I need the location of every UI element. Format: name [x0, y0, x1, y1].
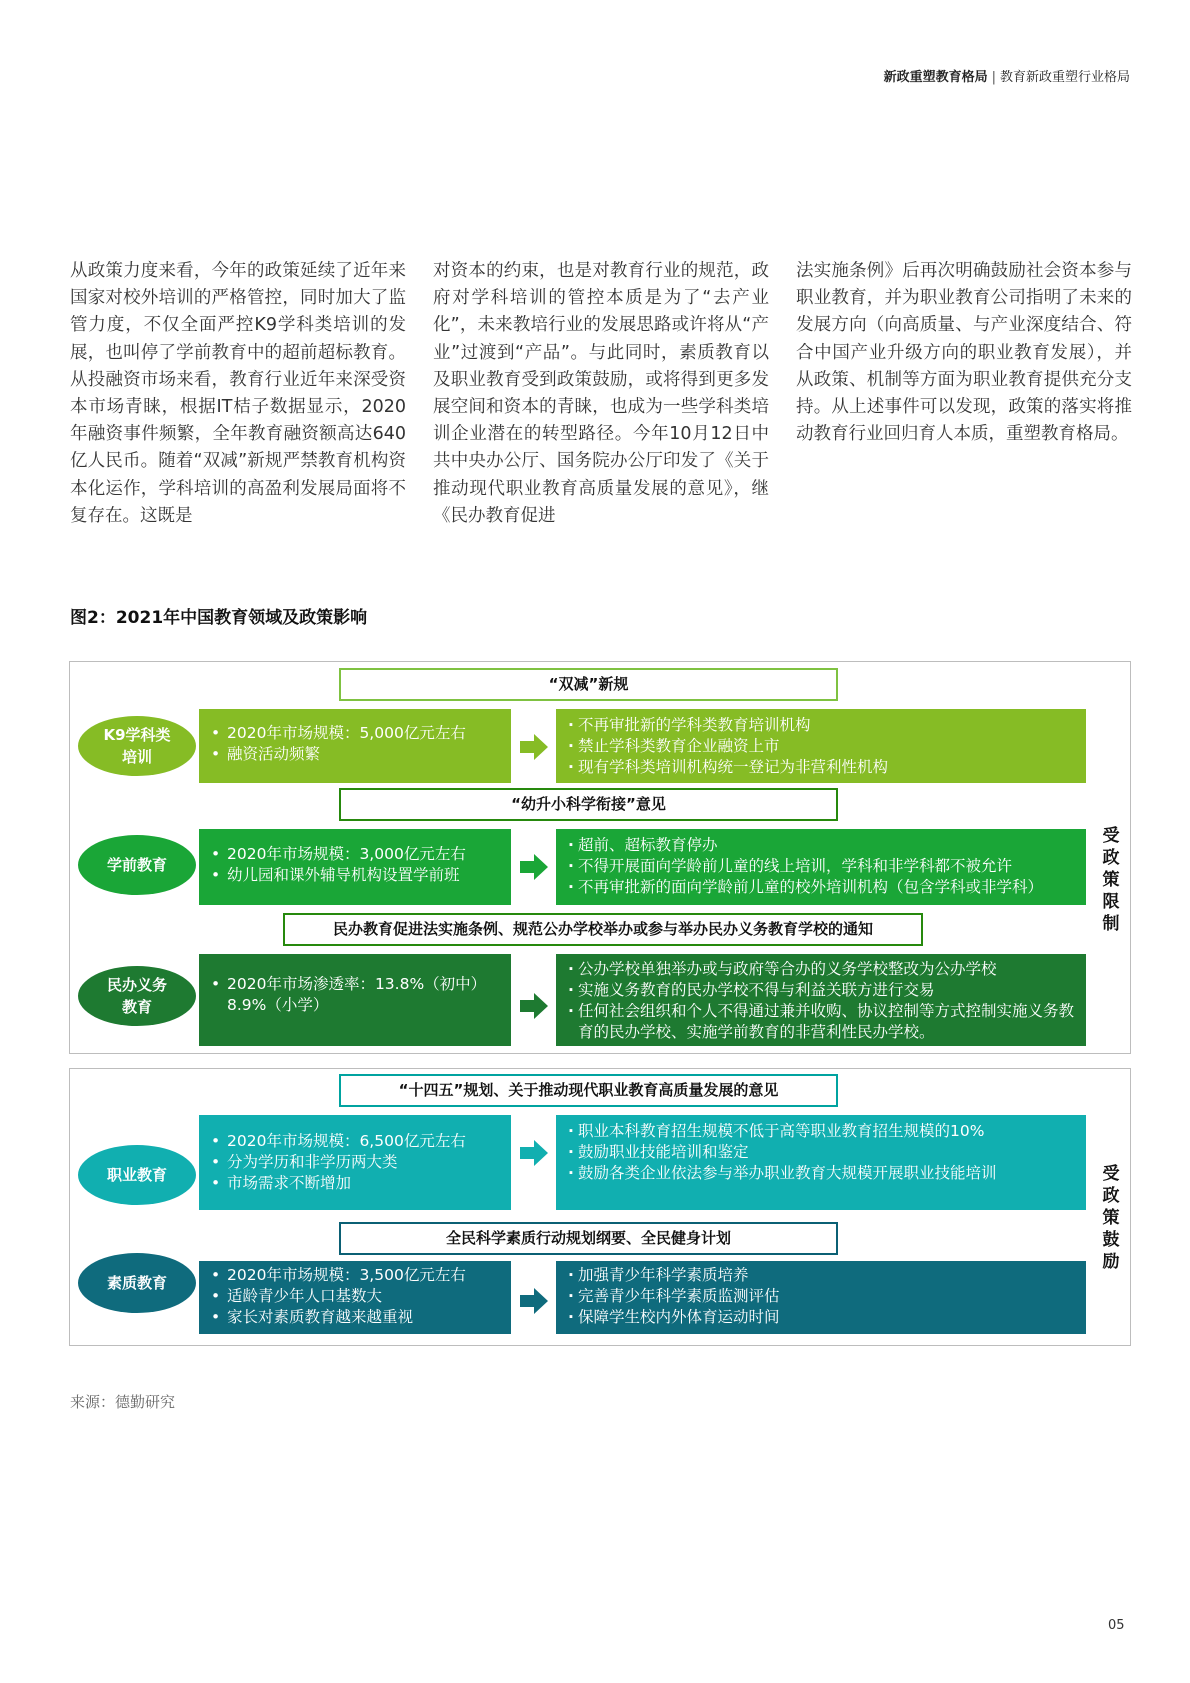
sector-oval-vocational — [78, 1145, 196, 1205]
market-item: • 适龄青少年人口基数大 — [211, 1286, 499, 1307]
arrow-right-icon — [520, 734, 548, 760]
header-section: 新政重塑教育格局 — [883, 70, 988, 85]
arrow-right-icon — [520, 854, 548, 880]
running-header — [884, 66, 1130, 85]
impact-item: · 禁止学科类教育企业融资上市 — [568, 736, 1074, 757]
policy-impact-box — [556, 829, 1086, 905]
market-box — [199, 1261, 511, 1334]
market-item: • 2020年市场规模：3,000亿元左右 — [211, 844, 499, 865]
market-item: • 家长对素质教育越来越重视 — [211, 1307, 499, 1328]
impact-item: · 公办学校单独举办或与政府等合办的义务学校整改为公办学校 — [568, 959, 1074, 980]
impact-item: · 鼓励各类企业依法参与举办职业教育大规模开展职业技能培训 — [568, 1163, 1074, 1184]
figure-title: 图2：2021年中国教育领域及政策影响 — [70, 608, 368, 628]
market-item: • 2020年市场规模：5,000亿元左右 — [211, 723, 499, 744]
impact-item: · 职业本科教育招生规模不低于高等职业教育招生规模的10% — [568, 1121, 1074, 1142]
sector-label-line: 培训 — [121, 748, 152, 766]
market-box — [199, 954, 511, 1046]
sector-oval-quality — [78, 1253, 196, 1313]
market-box — [199, 829, 511, 905]
sector-label-line: K9学科类 — [103, 726, 171, 744]
sector-label-line: 职业教育 — [106, 1166, 167, 1184]
sector-label-line: 教育 — [121, 998, 152, 1016]
arrow-right-icon — [520, 1288, 548, 1314]
impact-item: · 现有学科类培训机构统一登记为非营利性机构 — [568, 757, 1074, 778]
policy-banner: “双减”新规 — [339, 668, 838, 701]
policy-impact-box — [556, 709, 1086, 783]
market-box — [199, 1115, 511, 1210]
impact-item: · 超前、超标教育停办 — [568, 835, 1074, 856]
policy-banner: 民办教育促进法实施条例、规范公办学校举办或参与举办民办义务教育学校的通知 — [283, 913, 923, 946]
impact-item: · 鼓励职业技能培训和鉴定 — [568, 1142, 1074, 1163]
header-separator: | — [991, 70, 996, 85]
sector-label-line: 学前教育 — [106, 856, 167, 874]
sector-oval-private-compulsory — [78, 966, 196, 1026]
policy-banner: “幼升小科学衔接”意见 — [339, 788, 838, 821]
figure-source: 来源：德勤研究 — [70, 1393, 176, 1411]
sector-oval-preschool — [78, 835, 196, 895]
impact-item: · 保障学生校内外体育运动时间 — [568, 1307, 1074, 1328]
sector-label-line: 素质教育 — [106, 1274, 167, 1292]
arrow-right-icon — [520, 1140, 548, 1166]
market-item: • 分为学历和非学历两大类 — [211, 1152, 499, 1173]
impact-item: · 不得开展面向学龄前儿童的线上培训，学科和非学科都不被允许 — [568, 856, 1074, 877]
body-column-1: 从政策力度来看，今年的政策延续了近年来国家对校外培训的严格管控，同时加大了监管力度，不仅全面严控K9学科类培训的发展，也叫停了学前教育中的超前超标教育。从投融资市场来看，教育行业近年来深受资本市场青睐，根据IT桔子数据显示，2020年融资事件频繁，全年教育融资额高达640亿人民币。随着“双减”新规严禁教育机构资本化运作，学科培训的高盈利发展局面将不复存在。这既是 — [70, 261, 406, 526]
impact-item: · 不再审批新的学科类教育培训机构 — [568, 715, 1074, 736]
policy-impact-box — [556, 1115, 1086, 1210]
market-item: • 融资活动频繁 — [211, 744, 499, 765]
impact-item: · 不再审批新的面向学龄前儿童的校外培训机构（包含学科或非学科） — [568, 877, 1074, 898]
sector-label-line: 民办义务 — [106, 976, 167, 994]
market-item: • 市场需求不断增加 — [211, 1173, 499, 1194]
policy-banner: 全民科学素质行动规划纲要、全民健身计划 — [339, 1222, 838, 1255]
arrow-right-icon — [520, 993, 548, 1019]
side-label-restricted: 受政策限制 — [1102, 826, 1120, 934]
impact-item: · 实施义务教育的民办学校不得与利益关联方进行交易 — [568, 980, 1074, 1001]
page-number: 05 — [1108, 1618, 1125, 1633]
side-label-encouraged: 受政策鼓励 — [1102, 1164, 1120, 1272]
impact-item: · 加强青少年科学素质培养 — [568, 1265, 1074, 1286]
policy-banner: “十四五”规划、关于推动现代职业教育高质量发展的意见 — [339, 1074, 838, 1107]
body-column-2: 对资本的约束，也是对教育行业的规范，政府对学科培训的管控本质是为了“去产业化”，未来教培行业的发展思路或许将从“产业”过渡到“产品”。与此同时，素质教育以及职业教育受到政策鼓励，或将得到更多发展空间和资本的青睐，也成为一些学科类培训企业潜在的转型路径。今年10月12日中共中央办公厅、国务院办公厅印发了《关于推动现代职业教育高质量发展的意见》，继《民办教育促进 — [433, 261, 769, 526]
market-box — [199, 709, 511, 783]
impact-item: · 完善青少年科学素质监测评估 — [568, 1286, 1074, 1307]
sector-oval-k9 — [78, 716, 196, 776]
market-item: • 2020年市场渗透率：13.8%（初中）8.9%（小学） — [211, 974, 499, 1016]
header-subsection: 教育新政重塑行业格局 — [999, 70, 1130, 85]
market-item: • 2020年市场规模：6,500亿元左右 — [211, 1131, 499, 1152]
impact-item: · 任何社会组织和个人不得通过兼并收购、协议控制等方式控制实施义务教育的民办学校、实施学前教育的非营利性民办学校。 — [568, 1001, 1074, 1043]
body-column-3: 法实施条例》后再次明确鼓励社会资本参与职业教育，并为职业教育公司指明了未来的发展方向（向高质量、与产业深度结合、符合中国产业升级方向的职业教育发展），并从政策、机制等方面为职业教育提供充分支持。从上述事件可以发现，政策的落实将推动教育行业回归育人本质，重塑教育格局。 — [796, 261, 1132, 445]
market-item: • 幼儿园和课外辅导机构设置学前班 — [211, 865, 499, 886]
policy-impact-box — [556, 954, 1086, 1046]
policy-impact-box — [556, 1261, 1086, 1334]
market-item: • 2020年市场规模：3,500亿元左右 — [211, 1265, 499, 1286]
